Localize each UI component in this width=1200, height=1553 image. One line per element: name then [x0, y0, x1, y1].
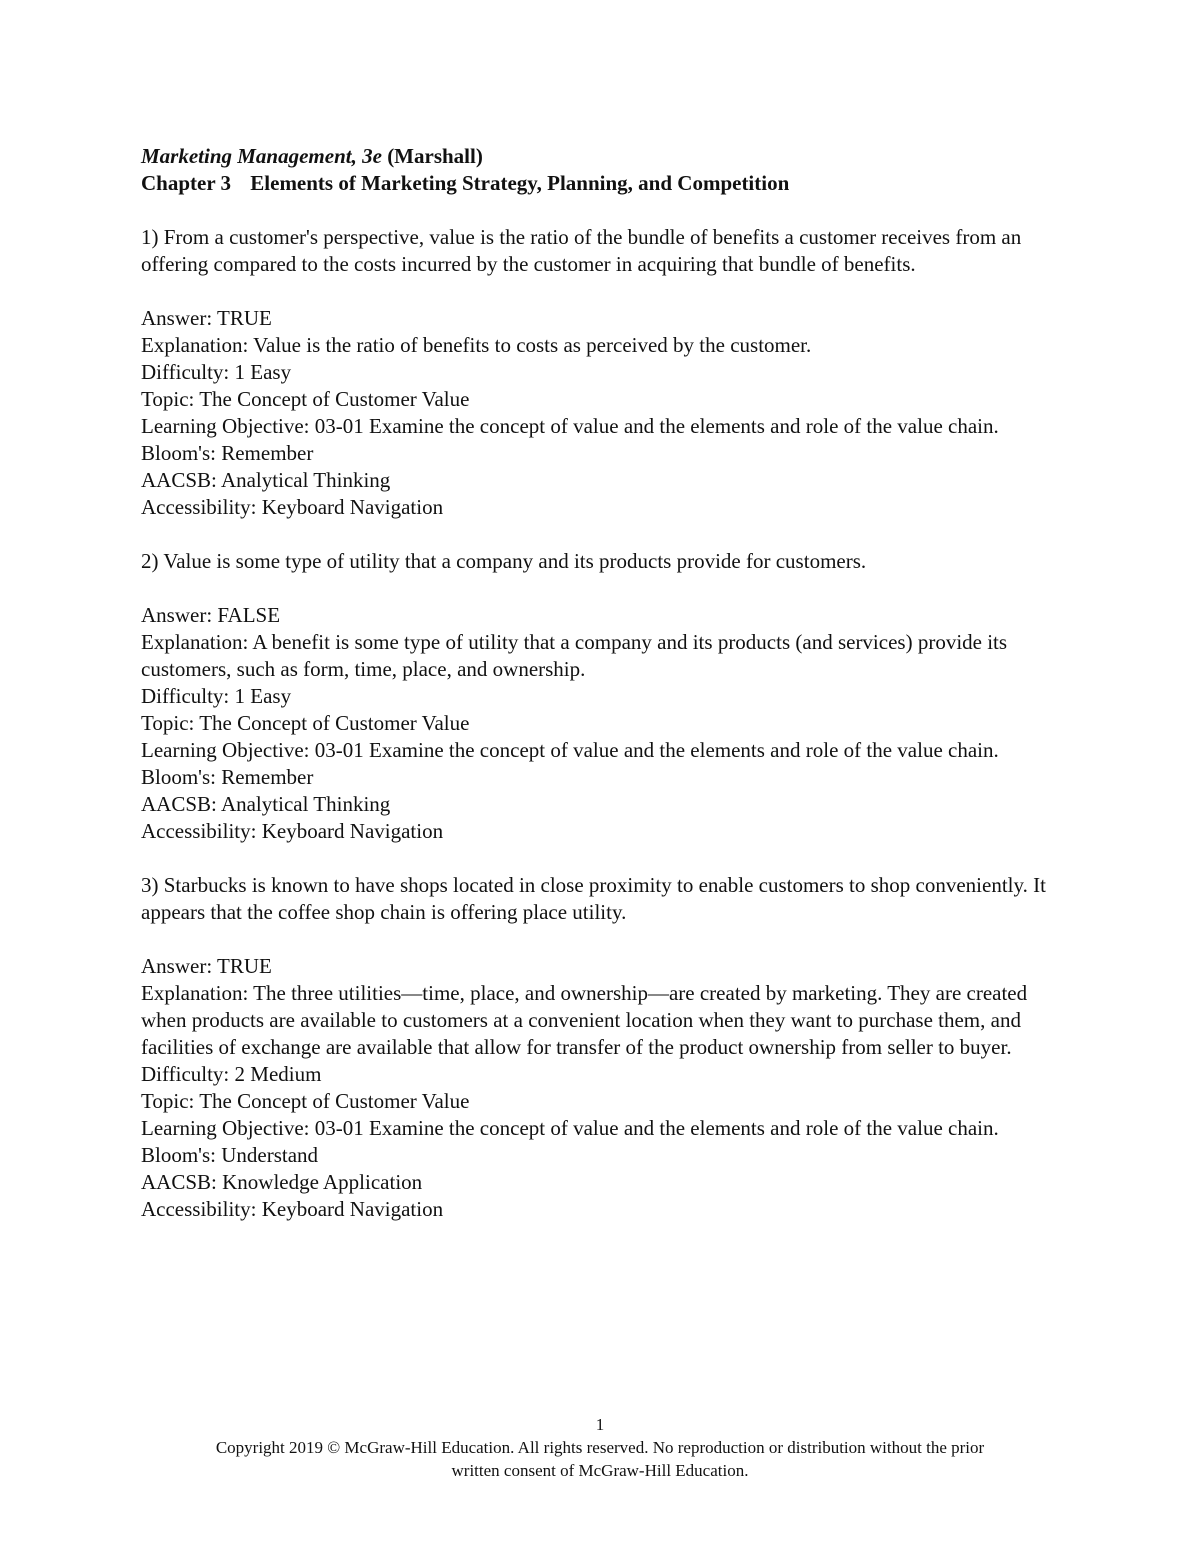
aacsb-line: AACSB: Analytical Thinking	[141, 792, 391, 816]
question-item	[141, 224, 1061, 521]
question-prompt: 2) Value is some type of utility that a company and its products provide for customers.	[141, 549, 867, 573]
topic-line: Topic: The Concept of Customer Value	[141, 1089, 470, 1113]
difficulty-line: Difficulty: 1 Easy	[141, 684, 292, 708]
topic-line: Topic: The Concept of Customer Value	[141, 387, 470, 411]
blooms-line: Bloom's: Remember	[141, 441, 314, 465]
question-prompt: 1) From a customer's perspective, value is the ratio of the bundle of benefits a customer receives from an offering compared to the costs incurred by the customer in acquiring that bundle of benefits.	[141, 225, 1022, 276]
question-item	[141, 872, 1061, 1223]
question-item	[141, 548, 1061, 845]
aacsb-line: AACSB: Analytical Thinking	[141, 468, 391, 492]
blooms-line: Bloom's: Remember	[141, 765, 314, 789]
accessibility-line: Accessibility: Keyboard Navigation	[141, 1197, 444, 1221]
answer-block	[141, 953, 1061, 1223]
book-author: (Marshall)	[387, 144, 483, 168]
answer-block	[141, 602, 1061, 845]
difficulty-line: Difficulty: 1 Easy	[141, 360, 292, 384]
difficulty-line: Difficulty: 2 Medium	[141, 1062, 322, 1086]
topic-line: Topic: The Concept of Customer Value	[141, 711, 470, 735]
explanation-line: Explanation: A benefit is some type of utility that a company and its products (and services) provide its customers, such as form, time, place, and ownership.	[141, 630, 1008, 681]
answer-line: Answer: TRUE	[141, 954, 272, 978]
aacsb-line: AACSB: Knowledge Application	[141, 1170, 423, 1194]
answer-line: Answer: FALSE	[141, 603, 281, 627]
learning-objective-line: Learning Objective: 03-01 Examine the concept of value and the elements and role of the value chain.	[141, 414, 999, 438]
page-number: 1	[595, 1415, 605, 1434]
question-prompt: 3) Starbucks is known to have shops located in close proximity to enable customers to shop conveniently. It appears that the coffee shop chain is offering place utility.	[141, 873, 1046, 924]
accessibility-line: Accessibility: Keyboard Navigation	[141, 819, 444, 843]
copyright-line-1: Copyright 2019 © McGraw-Hill Education. All rights reserved. No reproduction or distribution without the prior	[215, 1438, 985, 1457]
chapter-label: Chapter 3	[141, 171, 232, 195]
chapter-title: Elements of Marketing Strategy, Planning, and Competition	[250, 171, 790, 195]
answer-line: Answer: TRUE	[141, 306, 272, 330]
document-body	[141, 143, 1061, 1223]
book-title: Marketing Management, 3e	[141, 144, 382, 168]
chapter-heading	[141, 170, 1061, 197]
copyright-line-2: written consent of McGraw-Hill Education.	[451, 1461, 749, 1480]
explanation-line: Explanation: The three utilities—time, place, and ownership—are created by marketing. They are created when products are available to customers at a convenient location when they want to purchase them, and facilities of exchange are available that allow for transfer of the product ownership from seller to buyer.	[141, 981, 1028, 1059]
explanation-line: Explanation: Value is the ratio of benefits to costs as perceived by the customer.	[141, 333, 812, 357]
page-footer	[0, 1413, 1200, 1482]
learning-objective-line: Learning Objective: 03-01 Examine the concept of value and the elements and role of the value chain.	[141, 1116, 999, 1140]
learning-objective-line: Learning Objective: 03-01 Examine the concept of value and the elements and role of the value chain.	[141, 738, 999, 762]
book-title-line	[141, 143, 1061, 170]
blooms-line: Bloom's: Understand	[141, 1143, 319, 1167]
answer-block	[141, 305, 1061, 521]
accessibility-line: Accessibility: Keyboard Navigation	[141, 495, 444, 519]
